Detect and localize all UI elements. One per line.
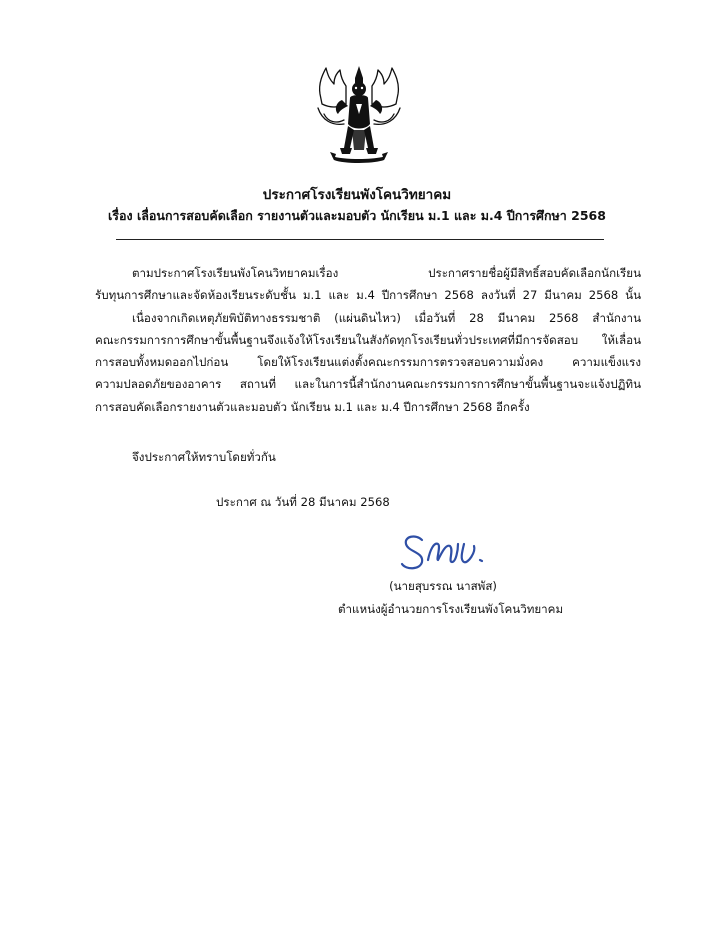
body-line: ความปลอดภัยของอาคาร สถานที่ และในการนี้สำนักงานคณะกรรมการการศึกษาขั้นพื้นฐานจะแจ้งปฏิทิน xyxy=(95,377,641,392)
announcement-title: ประกาศโรงเรียนพังโคนวิทยาคม xyxy=(262,187,452,203)
announcement-body xyxy=(95,262,641,418)
signature-icon xyxy=(398,530,498,574)
divider-line xyxy=(116,239,604,240)
notice-sentence: จึงประกาศให้ทราบโดยทั่วกัน xyxy=(132,450,276,464)
body-line: การสอบทั้งหมดออกไปก่อน โดยให้โรงเรียนแต่งตั้งคณะกรรมการตรวจสอบความมั่งคง ความแข็งแรง xyxy=(95,355,641,370)
body-line: ตามประกาศโรงเรียนพังโคนวิทยาคมเรื่อง ประกาศรายชื่อผู้มีสิทธิ์สอบคัดเลือกนักเรียน xyxy=(132,266,641,280)
garuda-emblem-icon xyxy=(312,64,406,168)
signer-name: (นายสุบรรณ นาสพัส) xyxy=(389,579,497,593)
body-line: เนื่องจากเกิดเหตุภัยพิบัติทางธรรมชาติ (แผ่นดินไหว) เมื่อวันที่ 28 มีนาคม 2568 สำนักงาน xyxy=(132,310,641,325)
body-line: การสอบคัดเลือกรายงานตัวและมอบตัว นักเรียน ม.1 และ ม.4 ปีการศึกษา 2568 อีกครั้ง xyxy=(95,399,530,414)
announcement-date: ประกาศ ณ วันที่ 28 มีนาคม 2568 xyxy=(216,495,390,509)
signer-position: ตำแหน่งผู้อำนวยการโรงเรียนพังโคนวิทยาคม xyxy=(338,602,564,616)
body-line: รับทุนการศึกษาและจัดห้องเรียนระดับชั้น ม.1 และ ม.4 ปีการศึกษา 2568 ลงวันที่ 27 มีนาคม 2568 นั้น xyxy=(95,288,641,303)
announcement-subject: เรื่อง เลื่อนการสอบคัดเลือก รายงานตัวและมอบตัว นักเรียน ม.1 และ ม.4 ปีการศึกษา 2568 xyxy=(108,208,606,223)
body-line: คณะกรรมการการศึกษาขั้นพื้นฐานจึงแจ้งให้โรงเรียนในสังกัดทุกโรงเรียนทั่วประเทศที่มีการจัดสอบ ให้เลื่อน xyxy=(95,332,641,347)
